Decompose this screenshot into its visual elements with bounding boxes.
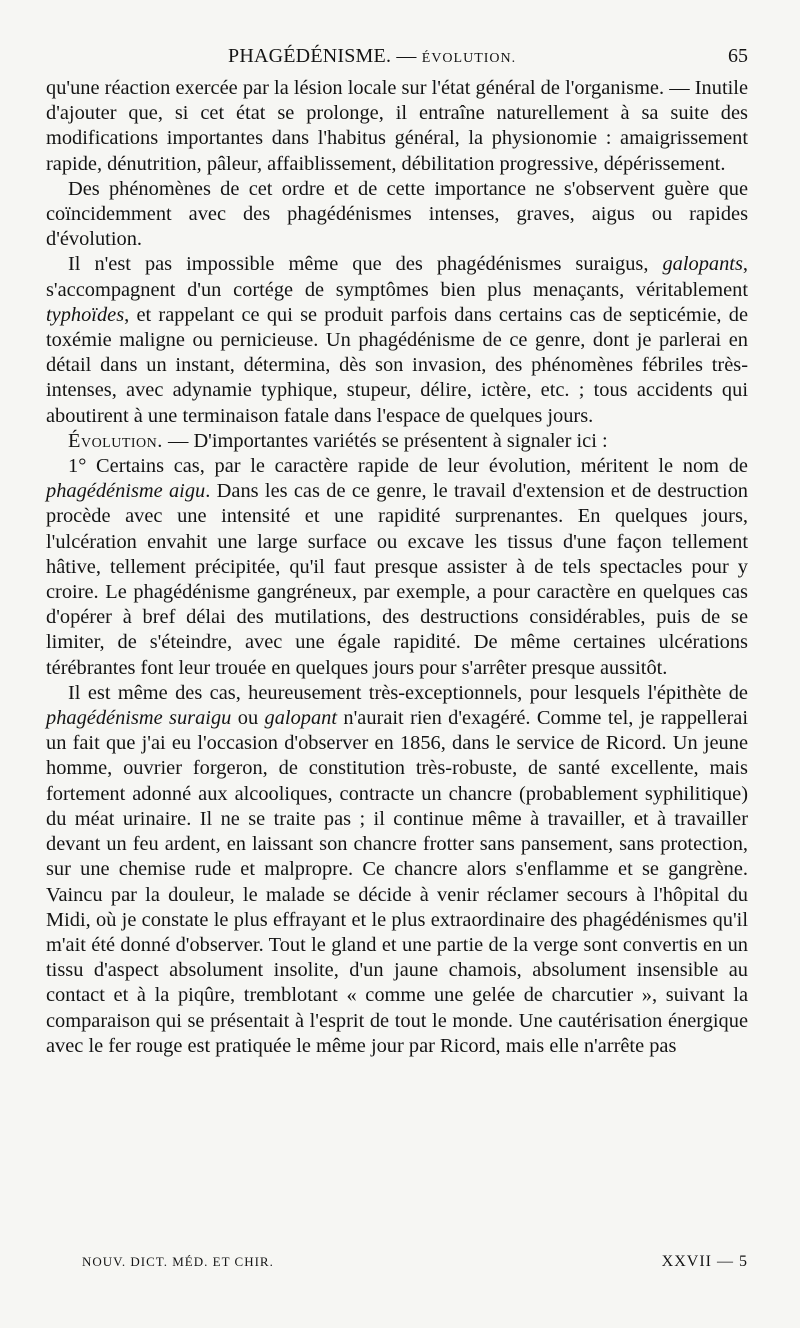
text-run: qu'une réaction exercée par la lésion locale sur l'état général de l'organisme. — Inutile d'ajouter que, si cet état se prolonge, il entraîne naturellement à sa suite des modifications importantes dans l'habitus général, la physionomie : amaigrissement rapide, dénutrition, pâleur, affaiblissement, débilitation progressive, dépérissement. bbox=[46, 77, 748, 175]
text-run: , et rappelant ce qui se produit parfois dans certains cas de septicémie, de toxémie maligne ou pernicieuse. Un phagédénisme de ce genre, dont je parlerai en détail dans un instant, détermina, dès son invasion, des phénomènes fébriles très-intenses, avec adynamie typhique, stupeur, délire, ictère, etc. ; tous accidents qui aboutirent à une terminaison fatale dans l'espace de quelques jours. bbox=[46, 303, 748, 427]
paragraph bbox=[46, 252, 748, 428]
running-title-main: PHAGÉDÉNISME. — bbox=[228, 45, 422, 67]
text-run: n'aurait rien d'exagéré. Comme tel, je rappellerai un fait que j'ai eu l'occasion d'observer en 1856, dans le service de Ricord. Un jeune homme, ouvrier forgeron, de constitution très-robuste, de santé excellente, mais fortement adonné aux alcooliques, contracte un chancre (probablement syphilitique) du méat urinaire. Il ne se traite pas ; il continue même à travailler, et à travailler devant un feu ardent, en laissant son chancre frotter sans pansement, sans protection, sur une chemise rude et malpropre. Ce chancre alors s'enflamme et se gangrène. Vaincu par la douleur, le malade se décide à venir réclamer secours à l'hôpital du Midi, où je constate le plus effrayant et le plus extraordinaire des phagédénismes qu'il m'ait été donné d'observer. Tout le gland et une partie de la verge sont convertis en un tissu d'aspect absolument insolite, d'un jaune chamois, absolument insensible au contact et à la piqûre, tremblotant « comme une gelée de charcutier », suivant la comparaison qui se présentait à l'esprit de tout le monde. Une cautérisation énergique avec le fer rouge est pratiquée le même jour par Ricord, mais elle n'arrête pas bbox=[46, 707, 748, 1057]
italic-term: phagédénisme suraigu bbox=[46, 707, 232, 730]
paragraph bbox=[46, 681, 748, 1059]
running-title bbox=[228, 40, 516, 75]
text-run: Il est même des cas, heureusement très-exceptionnels, pour lesquels l'épithète de bbox=[68, 681, 748, 704]
italic-term: galopant bbox=[264, 707, 338, 730]
page-footer bbox=[82, 1250, 748, 1274]
text-run: . Dans les cas de ce genre, le travail d'extension et de destruction procède avec une intensité et une rapidité surprenantes. En quelques jours, l'ulcération envahit une large surface ou excave les tissus d'une façon tellement hâtive, tellement précipitée, qu'il faut presque assister à de tels spectacles pour y croire. Le phagédénisme gangréneux, par exemple, a pour caractère en quelques cas d'opérer à bref délai des mutilations, des destructions considérables, puis de se limiter, de s'éteindre, avec une égale rapidité. De même certaines ulcérations térébrantes font leur trouée en quelques jours pour s'arrêter presque aussitôt. bbox=[46, 480, 748, 679]
paragraph bbox=[46, 429, 748, 454]
text-run: Des phénomènes de cet ordre et de cette importance ne s'observent guère que coïncidemment avec des phagédénismes intenses, graves, aigus ou rapides d'évolution. bbox=[46, 177, 748, 251]
text-run: ou bbox=[231, 707, 265, 730]
paragraph bbox=[46, 454, 748, 681]
footer-volume-sheet: XXVII — 5 bbox=[661, 1253, 748, 1270]
paragraph bbox=[46, 177, 748, 253]
section-heading: Évolution. bbox=[68, 429, 163, 452]
italic-term: typhoïdes bbox=[46, 303, 125, 326]
italic-term: galopants bbox=[662, 253, 743, 276]
running-head bbox=[46, 40, 748, 72]
running-title-section: ÉVOLUTION. bbox=[421, 51, 517, 66]
text-run: — D'importantes variétés se présentent à signaler ici : bbox=[162, 429, 608, 452]
footer-signature: NOUV. DICT. MÉD. ET CHIR. bbox=[82, 1254, 274, 1269]
page-number: 65 bbox=[728, 45, 748, 67]
text-run: 1° Certains cas, par le caractère rapide de leur évolution, méritent le nom de bbox=[68, 455, 748, 478]
italic-term: phagédénisme aigu bbox=[46, 480, 206, 503]
paragraph bbox=[46, 76, 748, 177]
body-text bbox=[46, 76, 748, 1059]
text-run: Il n'est pas impossible même que des phagédénismes suraigus, bbox=[68, 253, 663, 276]
text-run: , s'accompagnent d'un cortége de symptômes bien plus menaçants, véritablement bbox=[46, 253, 748, 301]
